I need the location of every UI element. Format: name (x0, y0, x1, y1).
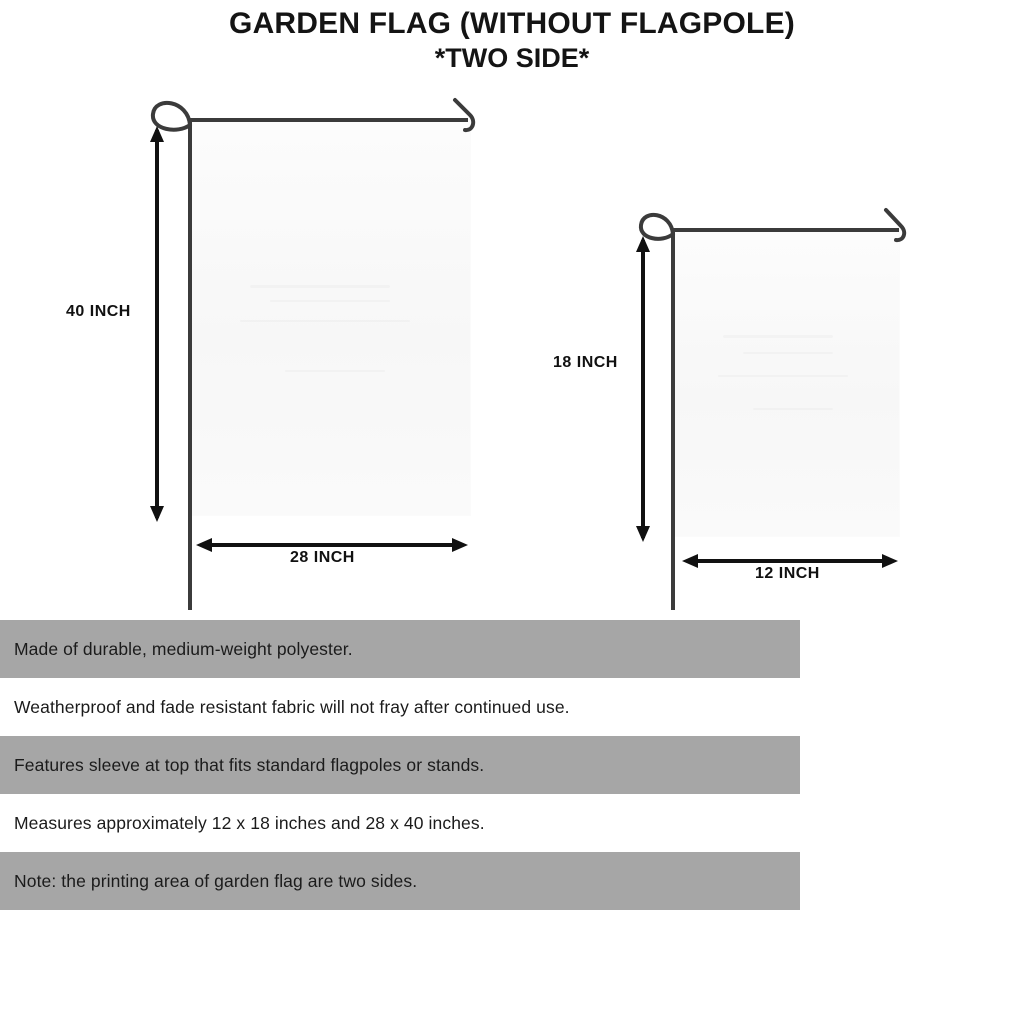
list-item (0, 620, 800, 678)
list-item (0, 736, 800, 794)
title-primary: GARDEN FLAG (WITHOUT FLAGPOLE) (229, 7, 795, 40)
fabric-fold (743, 352, 833, 354)
list-item (0, 678, 800, 736)
small-flag-width-label: 12 INCH (755, 565, 820, 582)
title-secondary: *TWO SIDE* (434, 43, 590, 73)
fabric-fold (718, 375, 848, 377)
fabric-fold (240, 320, 410, 322)
small-flag-fabric (673, 230, 899, 536)
large-flag-width-label: 28 INCH (290, 549, 355, 566)
large-flag-fabric (190, 120, 470, 515)
feature-text: Weatherproof and fade resistant fabric will not fray after continued use. (14, 696, 570, 717)
fabric-fold (250, 285, 390, 288)
feature-list (0, 620, 800, 910)
feature-text: Made of durable, medium-weight polyester. (14, 638, 353, 659)
feature-text: Measures approximately 12 x 18 inches and 28 x 40 inches. (14, 812, 485, 833)
small-flag-height-label: 18 INCH (553, 354, 618, 371)
list-item (0, 852, 800, 910)
fabric-fold (753, 408, 833, 410)
large-flag-height-label: 40 INCH (66, 303, 131, 320)
fabric-fold (270, 300, 390, 302)
fabric-fold (285, 370, 385, 372)
feature-text: Note: the printing area of garden flag are two sides. (14, 870, 418, 891)
fabric-fold (723, 335, 833, 338)
feature-text: Features sleeve at top that fits standard flagpoles or stands. (14, 754, 485, 775)
list-item (0, 794, 800, 852)
